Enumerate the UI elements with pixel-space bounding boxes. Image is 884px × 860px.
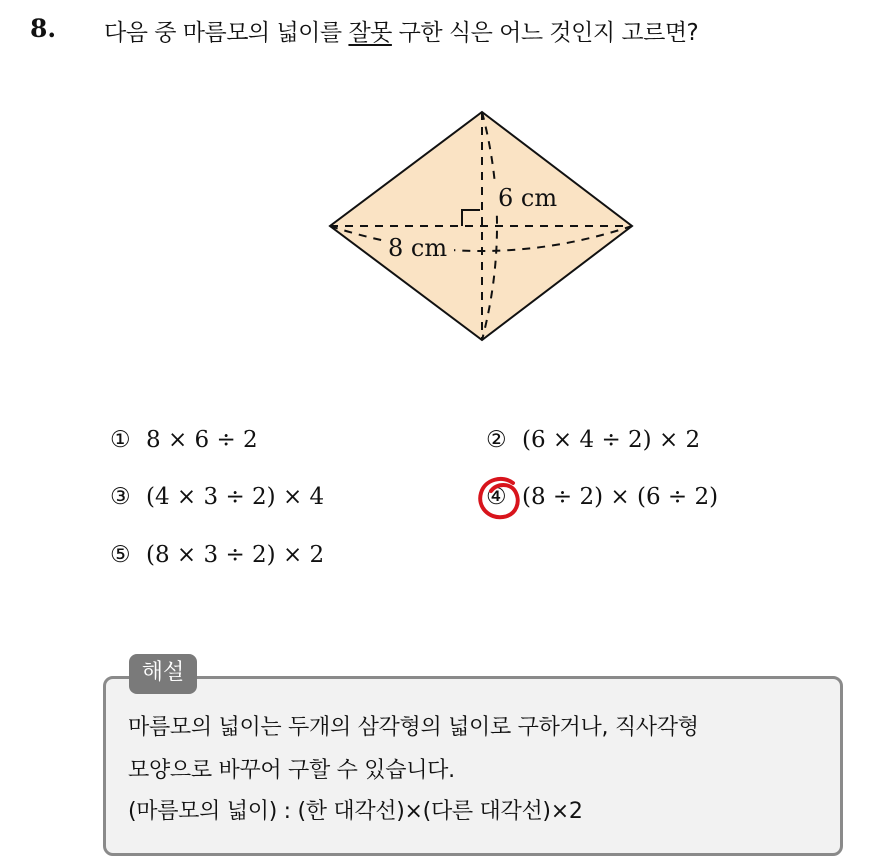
choice-2[interactable] (486, 427, 700, 453)
explanation-tag: 해설 (129, 654, 197, 694)
choice-3-expr: (4 × 3 ÷ 2) × 4 (146, 484, 325, 510)
choice-4-expr: (8 ÷ 2) × (6 ÷ 2) (522, 484, 719, 510)
question-text-underlined: 잘못 (348, 20, 392, 46)
choice-3[interactable] (110, 484, 324, 510)
choice-4-mark: ④ (486, 484, 507, 510)
choice-5-mark: ⑤ (110, 542, 131, 568)
explanation-line-3: (마름모의 넓이) : (한 대각선)×(다른 대각선)×2 (128, 799, 583, 824)
choice-1-expr: 8 × 6 ÷ 2 (146, 427, 258, 453)
choice-5-expr: (8 × 3 ÷ 2) × 2 (146, 542, 325, 568)
rhombus-figure (300, 100, 660, 360)
choice-2-mark: ② (486, 427, 507, 453)
explanation-line-1: 마름모의 넓이는 두개의 삼각형의 넓이로 구하거나, 직사각형 (128, 715, 699, 740)
label-6cm: 6 cm (498, 184, 558, 212)
choice-1[interactable] (110, 427, 258, 453)
choice-2-expr: (6 × 4 ÷ 2) × 2 (522, 427, 701, 453)
choice-1-mark: ① (110, 427, 131, 453)
label-8cm: 8 cm (388, 234, 448, 262)
question-text-before: 다음 중 마름모의 넓이를 (104, 20, 349, 46)
question-text-after: 구한 식은 어느 것인지 고르면? (391, 20, 699, 46)
choice-3-mark: ③ (110, 484, 131, 510)
answer-circle-mark (475, 473, 525, 523)
question-number: 8. (30, 14, 57, 43)
question-text (104, 14, 698, 47)
choice-5[interactable] (110, 542, 324, 568)
explanation-line-2: 모양으로 바꾸어 구할 수 있습니다. (128, 758, 455, 783)
